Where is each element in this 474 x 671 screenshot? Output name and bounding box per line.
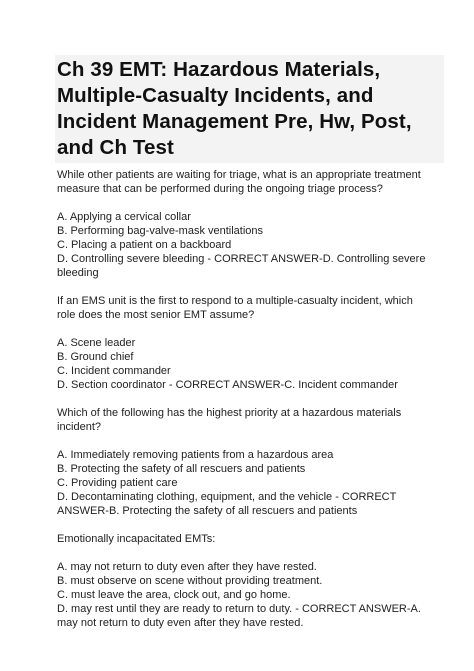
answer-option-correct: D. may rest until they are ready to return to duty. - CORRECT ANSWER-A. may not return to duty even after they have rested. bbox=[57, 603, 421, 629]
answer-option: A. Scene leader bbox=[57, 337, 136, 349]
answer-option: A. Immediately removing patients from a hazardous area bbox=[57, 449, 334, 461]
answer-option: C. Incident commander bbox=[57, 365, 171, 377]
question-text: While other patients are waiting for triage, what is an appropriate treatment measure that can be performed during the ongoing triage process? bbox=[57, 169, 421, 195]
question-block-1 bbox=[57, 168, 432, 280]
question-text: If an EMS unit is the first to respond to a multiple-casualty incident, which role does the most senior EMT assume? bbox=[57, 295, 413, 321]
answer-option: A. may not return to duty even after they have rested. bbox=[57, 561, 317, 573]
question-block-2 bbox=[57, 294, 432, 392]
answer-option-correct: D. Controlling severe bleeding - CORRECT ANSWER-D. Controlling severe bleeding bbox=[57, 253, 426, 279]
answer-option: C. Providing patient care bbox=[57, 477, 178, 489]
question-block-3 bbox=[57, 406, 432, 518]
document-body bbox=[57, 168, 432, 630]
answer-option: B. Ground chief bbox=[57, 351, 134, 363]
answer-option: C. Placing a patient on a backboard bbox=[57, 239, 232, 251]
answer-option: B. Performing bag-valve-mask ventilations bbox=[57, 225, 264, 237]
question-text: Which of the following has the highest priority at a hazardous materials incident? bbox=[57, 407, 402, 433]
answer-option-correct: D. Decontaminating clothing, equipment, and the vehicle - CORRECT ANSWER-B. Protecting the safety of all rescuers and patients bbox=[57, 491, 397, 517]
answer-option: A. Applying a cervical collar bbox=[57, 211, 191, 223]
question-block-4 bbox=[57, 532, 432, 630]
answer-option-correct: D. Section coordinator - CORRECT ANSWER-C. Incident commander bbox=[57, 379, 398, 391]
question-text: Emotionally incapacitated EMTs: bbox=[57, 533, 216, 545]
answer-option: B. Protecting the safety of all rescuers and patients bbox=[57, 463, 306, 475]
document-title: Ch 39 EMT: Hazardous Materials, Multiple-Casualty Incidents, and Incident Management Pre, Hw, Post, and Ch Test bbox=[57, 58, 412, 159]
answer-option: C. must leave the area, clock out, and go home. bbox=[57, 589, 291, 601]
answer-option: B. must observe on scene without providing treatment. bbox=[57, 575, 323, 587]
title-band bbox=[55, 55, 444, 163]
